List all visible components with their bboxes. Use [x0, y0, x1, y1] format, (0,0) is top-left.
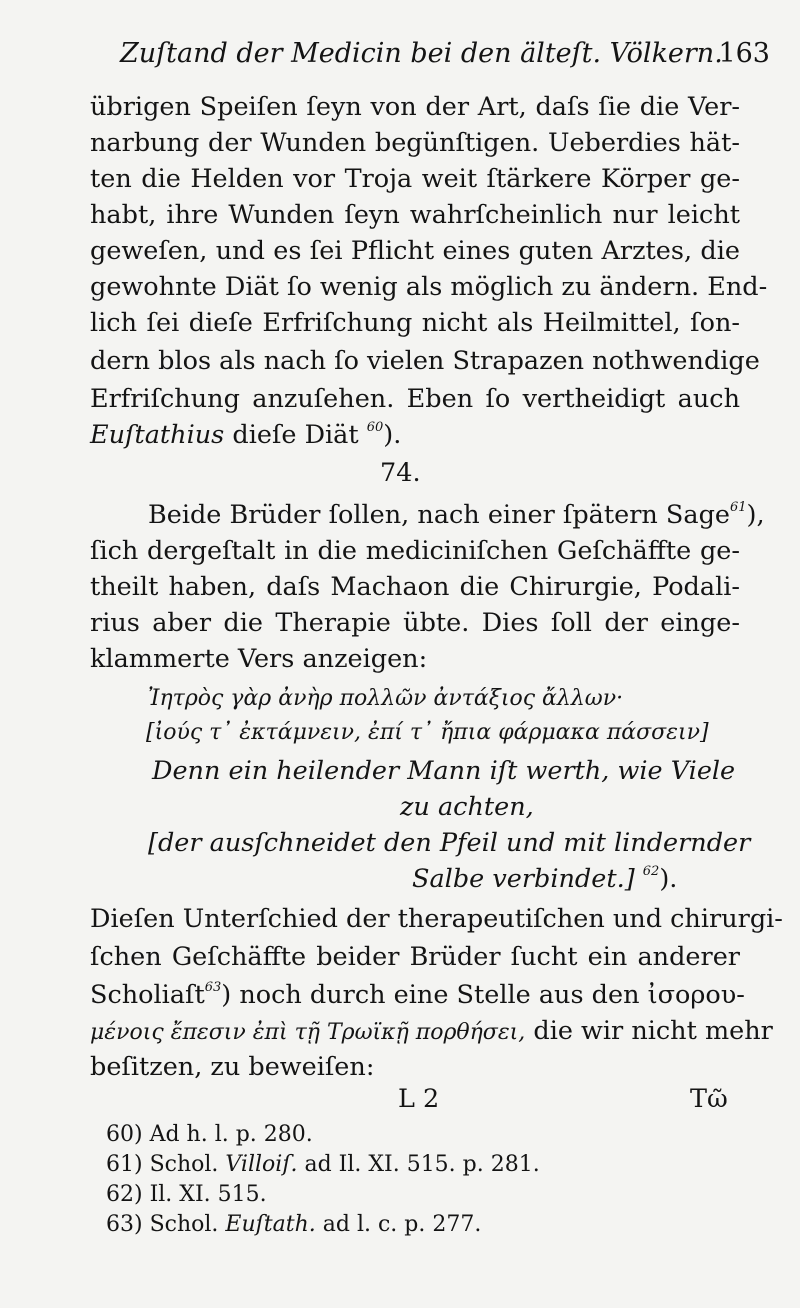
line-text: Salbe verbindet.]	[412, 864, 635, 894]
text-line: habt, ihre Wunden ſeyn wahrſcheinlich nur leicht	[90, 200, 740, 230]
text-line: dern blos als nach ſo vielen Strapazen nothwendige	[90, 346, 760, 376]
footnote-text: Il. XI. 515.	[149, 1182, 267, 1207]
footnote-label: 62)	[106, 1182, 143, 1207]
footnote-ref: 62	[642, 864, 660, 879]
text-line: Dieſen Unterſchied der therapeutiſchen und chirurgi-	[90, 904, 783, 934]
text-line: rius aber die Therapie übte. Dies ſoll der einge-	[90, 608, 740, 638]
line-text: ),	[746, 500, 765, 530]
footnote-ref: 61	[730, 500, 747, 515]
footnote-text: ad Il. XI. 515. p. 281.	[297, 1152, 540, 1177]
running-header	[120, 38, 770, 78]
line-text: ).	[659, 864, 678, 894]
text-line: ſchen Geſchäffte beider Brüder ſucht ein anderer	[90, 942, 740, 972]
footnote-text: Schol.	[149, 1152, 226, 1177]
text-line: Erfriſchung anzuſehen. Eben ſo vertheidigt auch	[90, 384, 740, 414]
verse-translation-line	[412, 864, 677, 894]
footnote-label: 61)	[106, 1152, 143, 1177]
greek-verse-line: [ἰούς τ᾽ ἐκτάμνειν, ἐπί τ᾽ ἤπια φάρμακα πάσσειν]	[146, 720, 709, 745]
text-line: klammerte Vers anzeigen:	[90, 644, 428, 674]
footnote-ref: 60	[366, 420, 384, 435]
running-title: Zuſtand der Medicin bei den älteſt. Völkern.	[120, 38, 723, 69]
text-line: ſich dergeſtalt in die mediciniſchen Geſchäffte ge-	[90, 536, 740, 566]
footnote	[106, 1122, 313, 1147]
footnote-text: Schol.	[149, 1212, 226, 1237]
footnote-label: 63)	[106, 1212, 143, 1237]
line-text: Scholiaſt	[90, 980, 205, 1010]
page-number: 163	[718, 38, 770, 69]
line-text: die wir nicht mehr	[525, 1016, 773, 1046]
footnote	[106, 1212, 481, 1237]
catchword: Τῶ	[690, 1084, 728, 1114]
footnote-text: Euſtath.	[225, 1212, 316, 1237]
text-line: beſitzen, zu beweiſen:	[90, 1052, 375, 1082]
footnote-ref: 63	[204, 980, 222, 995]
text-line: gewohnte Diät ſo wenig als möglich zu ändern. End-	[90, 272, 768, 302]
footnote-label: 60)	[106, 1122, 143, 1147]
verse-translation-line: [der ausſchneidet den Pfeil und mit lindernder	[148, 828, 751, 858]
line-text: ).	[383, 420, 402, 450]
text-line: narbung der Wunden begünſtigen. Ueberdies hät-	[90, 128, 740, 158]
text-line: ten die Helden vor Troja weit ſtärkere Körper ge-	[90, 164, 740, 194]
greek-phrase: μένοις ἔπεσιν ἐπὶ τῇ Τρωϊκῇ πορθήσει,	[90, 1020, 526, 1045]
section-number: 74.	[380, 458, 421, 488]
footnote-text: Villoiſ.	[225, 1152, 298, 1177]
text-line: geweſen, und es ſei Pflicht eines guten Arztes, die	[90, 236, 740, 266]
footnote-text: Ad h. l. p. 280.	[149, 1122, 313, 1147]
verse-translation-line: Denn ein heilender Mann iſt werth, wie Viele	[152, 756, 736, 786]
text-line	[90, 420, 401, 450]
line-text: ) noch durch eine Stelle aus den ἰσορου-	[221, 980, 745, 1010]
text-line: theilt haben, daſs Machaon die Chirurgie, Podali-	[90, 572, 740, 602]
footnote	[106, 1182, 267, 1207]
line-text: dieſe Diät	[224, 420, 367, 450]
text-line: lich ſei dieſe Erfriſchung nicht als Heilmittel, ſon-	[90, 308, 740, 338]
text-line: übrigen Speiſen ſeyn von der Art, daſs ſie die Ver-	[90, 92, 740, 122]
text-line	[148, 500, 765, 530]
footnote-text: ad l. c. p. 277.	[315, 1212, 482, 1237]
line-text: Beide Brüder ſollen, nach einer ſpätern Sage	[148, 500, 730, 530]
greek-verse-line: Ἰητρὸς γὰρ ἀνὴρ πολλῶν ἀντάξιος ἄλλων·	[148, 686, 624, 711]
text-line	[90, 980, 745, 1010]
verse-translation-line: zu achten,	[400, 792, 534, 822]
author-name: Euſtathius	[90, 420, 225, 450]
footnote	[106, 1152, 540, 1177]
signature-mark: L 2	[398, 1084, 440, 1114]
text-line	[90, 1016, 773, 1048]
